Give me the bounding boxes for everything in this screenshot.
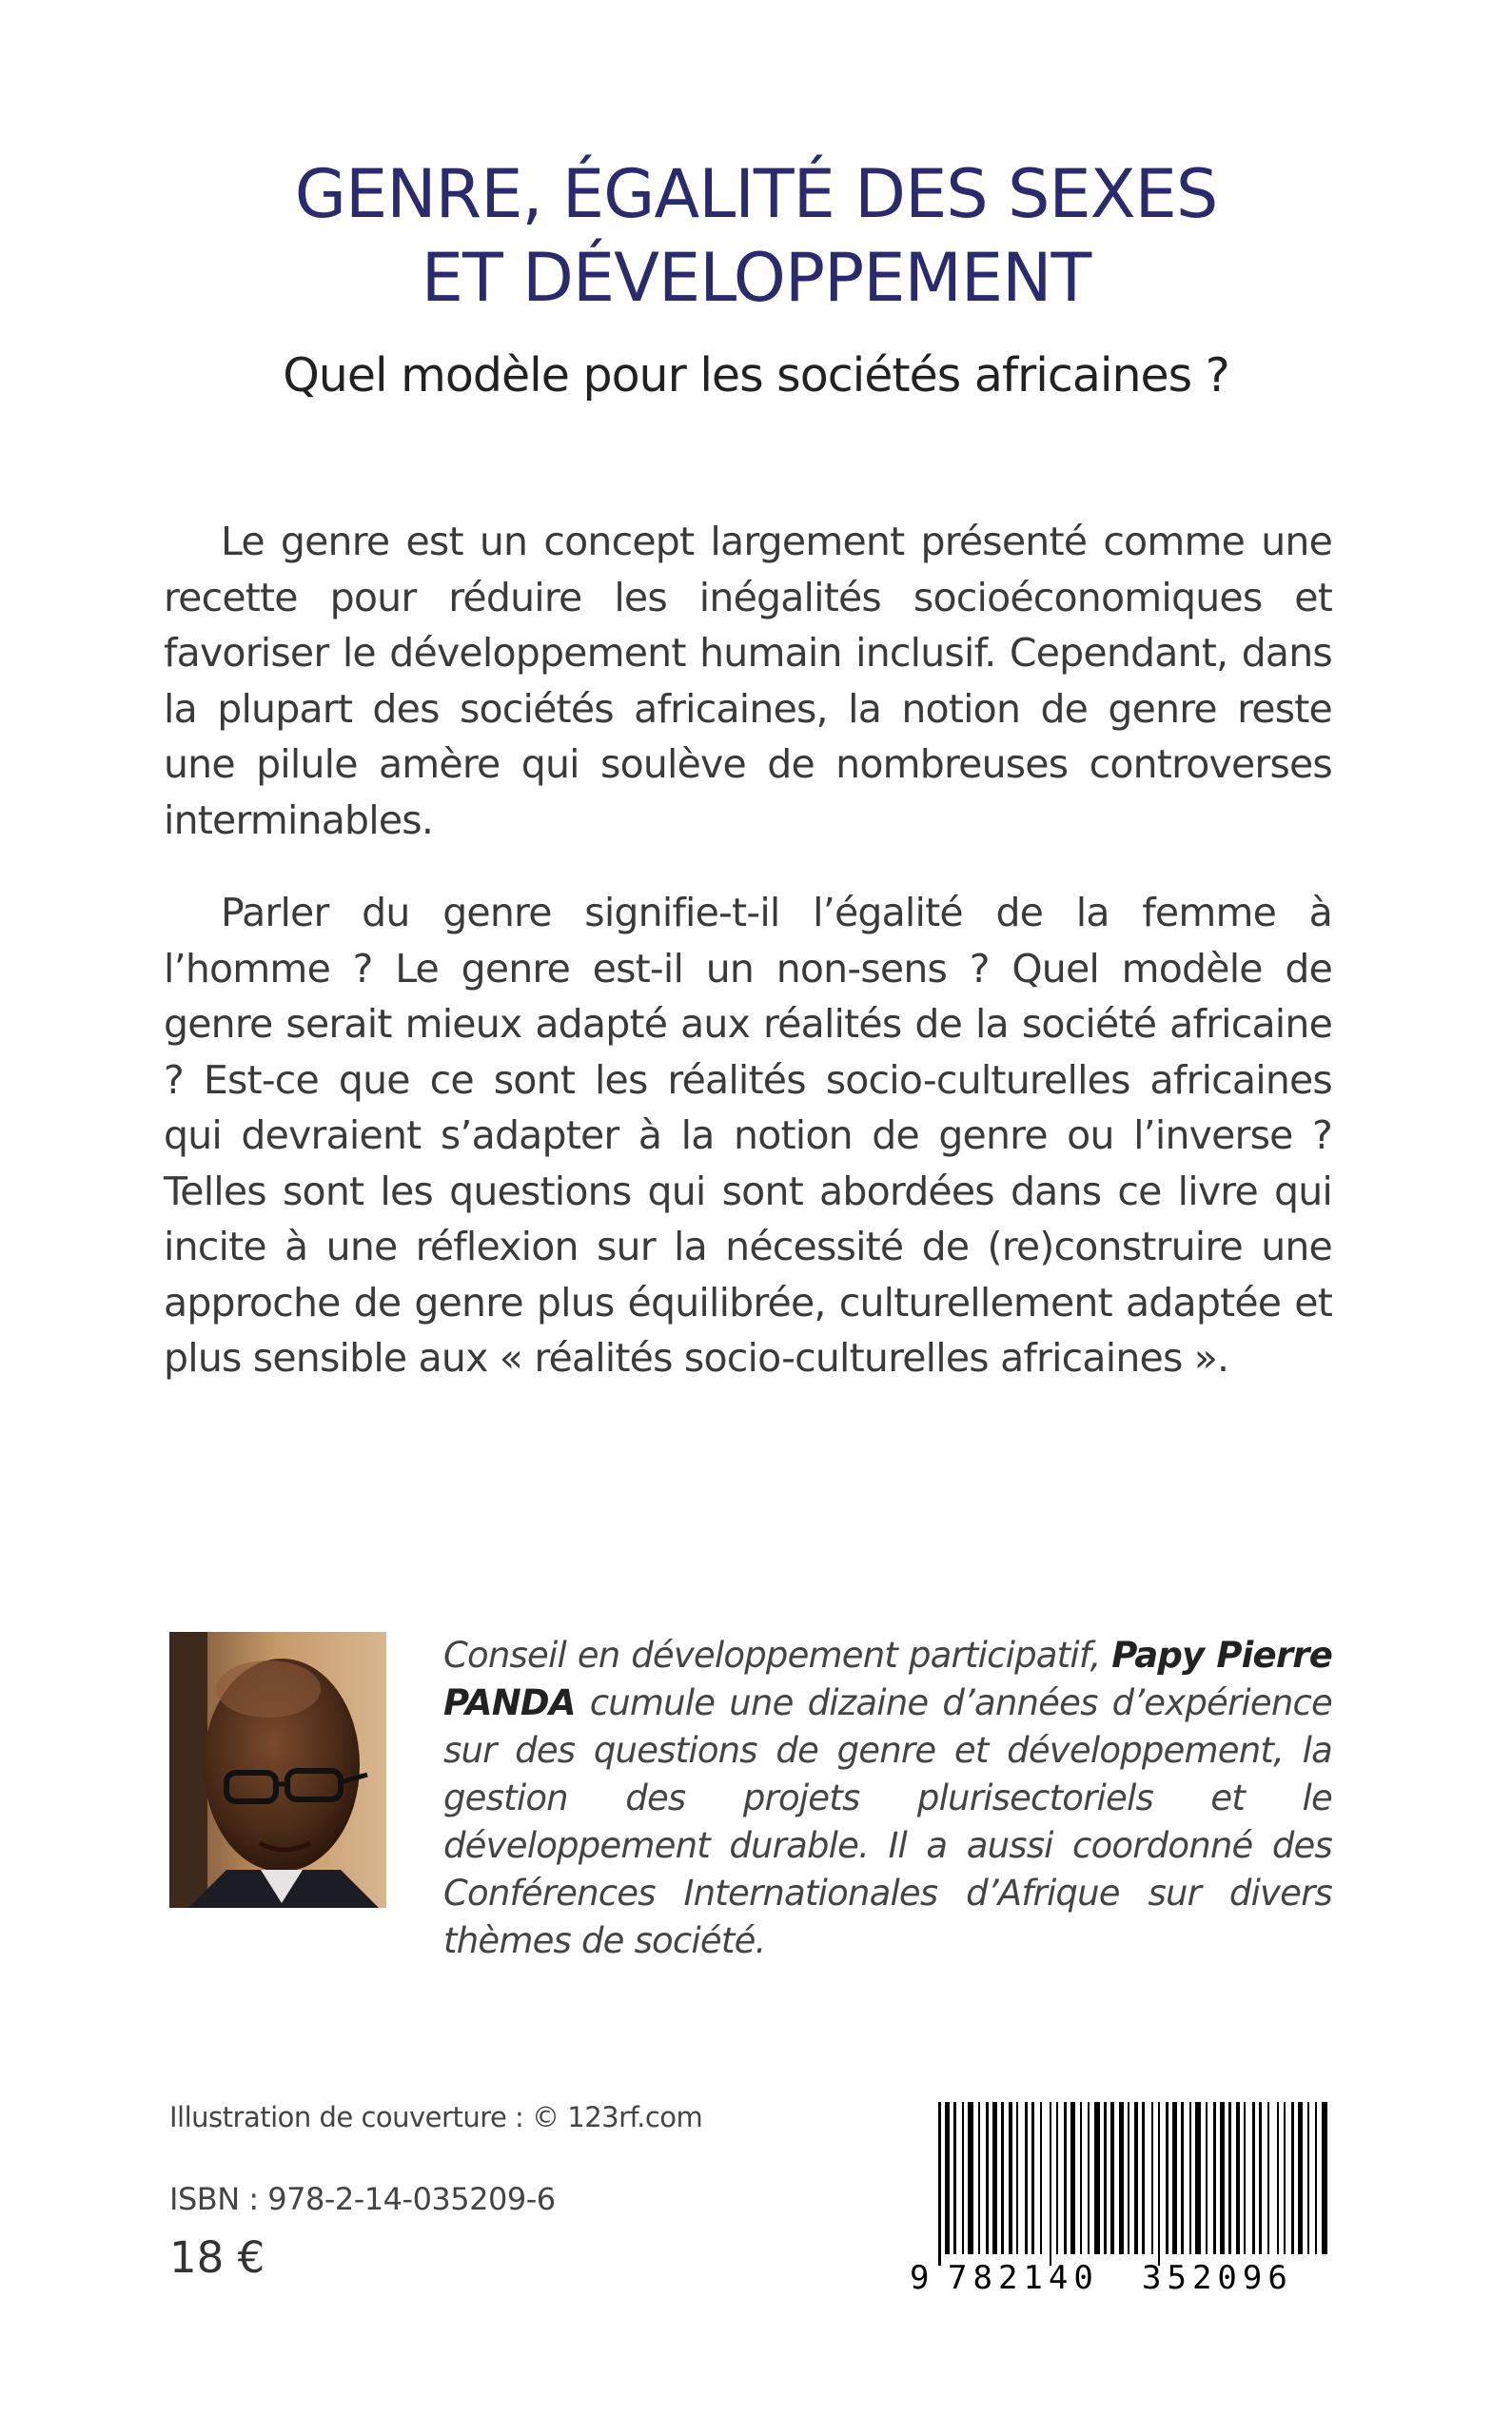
- blurb-paragraph-1: Le genre est un concept largement présenté comme une recette pour réduire les inégalités socioéconomiques et favoriser le développement humain inclusif. Cependant, dans la plupart des sociétés africaines, la notion de genre reste une pilule amère qui soulève de nombreuses controverses interminables.: [164, 519, 1332, 843]
- cover-illustration-credit: Illustration de couverture : © 123rf.com: [169, 2101, 703, 2133]
- author-bio-rest: cumule une dizaine d’années d’expérience sur des questions de genre et développement, la gestion des projets plurisectoriels et le développement durable. Il a aussi coordonné des Conférences Internationales d’Afrique sur divers thèmes de société.: [443, 1682, 1332, 1961]
- barcode-bar: [1252, 2102, 1255, 2254]
- author-bio-intro: Conseil en développement participatif,: [443, 1635, 1112, 1676]
- barcode-bar: [992, 2102, 997, 2254]
- barcode-bar: [1040, 2102, 1042, 2254]
- book-subtitle: Quel modèle pour les sociétés africaines ?: [283, 348, 1229, 403]
- barcode-bar: [1236, 2102, 1240, 2254]
- barcode-bar: [1110, 2102, 1114, 2254]
- barcode-bar: [1267, 2102, 1269, 2254]
- barcode-bar: [953, 2102, 956, 2254]
- barcode-bar: [1181, 2102, 1184, 2254]
- barcode-bar: [1195, 2102, 1201, 2254]
- author-name: Papy Pierre PANDA: [443, 1635, 1333, 1723]
- barcode-bar: [1284, 2102, 1286, 2254]
- barcode-bar: [962, 2102, 964, 2254]
- barcode-bar: [978, 2102, 980, 2254]
- barcode-bar: [1134, 2102, 1138, 2254]
- barcode-bar: [1277, 2102, 1279, 2254]
- barcode-bar: [1128, 2102, 1129, 2254]
- book-title: [0, 152, 1512, 320]
- barcode-bar: [1056, 2102, 1058, 2254]
- barcode-bar: [1322, 2102, 1327, 2254]
- barcode-bar: [968, 2102, 973, 2254]
- barcode-digits-group-2: 352096: [1142, 2259, 1293, 2293]
- barcode-bar: [1189, 2102, 1191, 2254]
- barcode: [904, 2098, 1332, 2293]
- barcode-bar: [1206, 2102, 1208, 2254]
- barcode-bar: [1298, 2102, 1303, 2254]
- barcode-bar: [945, 2102, 950, 2254]
- barcode-bar: [1070, 2102, 1075, 2254]
- barcode-bar: [938, 2102, 941, 2266]
- barcode-bar: [1001, 2102, 1004, 2254]
- barcode-bar: [1172, 2102, 1177, 2254]
- barcode-bar: [1080, 2102, 1082, 2254]
- barcode-bar: [1158, 2102, 1160, 2266]
- book-title-line1: GENRE, ÉGALITÉ DES SEXES: [294, 155, 1218, 233]
- barcode-bar: [1151, 2102, 1153, 2254]
- barcode-bar: [1315, 2102, 1317, 2254]
- barcode-bar: [1088, 2102, 1090, 2254]
- author-photo: [169, 1632, 386, 1908]
- barcode-bar: [1025, 2102, 1028, 2254]
- barcode-bar: [1244, 2102, 1246, 2254]
- barcode-bar: [1064, 2102, 1067, 2254]
- barcode-bar: [1119, 2102, 1124, 2254]
- barcode-bar: [1259, 2102, 1262, 2254]
- barcode-bar: [1009, 2102, 1012, 2254]
- barcode-bar: [1213, 2102, 1216, 2254]
- barcode-bar: [1104, 2102, 1107, 2254]
- book-title-line2: ET DÉVELOPPEMENT: [421, 239, 1091, 317]
- book-price: 18 €: [169, 2232, 265, 2283]
- barcode-bar: [1050, 2102, 1051, 2266]
- isbn-number: ISBN : 978-2-14-035209-6: [169, 2181, 556, 2217]
- barcode-digit-lead: 9: [910, 2259, 930, 2293]
- barcode-bar: [1291, 2102, 1294, 2254]
- barcode-bar: [1307, 2102, 1309, 2254]
- barcode-bar: [1142, 2102, 1145, 2254]
- barcode-bar: [986, 2102, 989, 2254]
- barcode-bar: [1094, 2102, 1100, 2254]
- barcode-bar: [1031, 2102, 1034, 2254]
- barcode-bar: [1228, 2102, 1231, 2254]
- author-bio: [443, 1632, 1332, 1965]
- barcode-bar: [1016, 2102, 1018, 2254]
- barcode-bar: [1220, 2102, 1225, 2254]
- blurb-paragraph-2: Parler du genre signifie-t-il l’égalité de la femme à l’homme ? Le genre est-il un non-sens ? Quel modèle de genre serait mieux adapté aux réalités de la société africaine ? Est-ce que ce sont les réalités socio-culturelles africaines qui devraient s’adapter à la notion de genre ou l’inverse ? Telles sont les questions qui sont abordées dans ce livre qui incite à une réflexion sur la nécessité de (re)construire une approche de genre plus équilibrée, culturellement adaptée et plus sensible aux « réalités socio-culturelles africaines ».: [164, 890, 1332, 1381]
- barcode-digits-group-1: 782140: [948, 2259, 1099, 2293]
- barcode-bar: [1166, 2102, 1168, 2254]
